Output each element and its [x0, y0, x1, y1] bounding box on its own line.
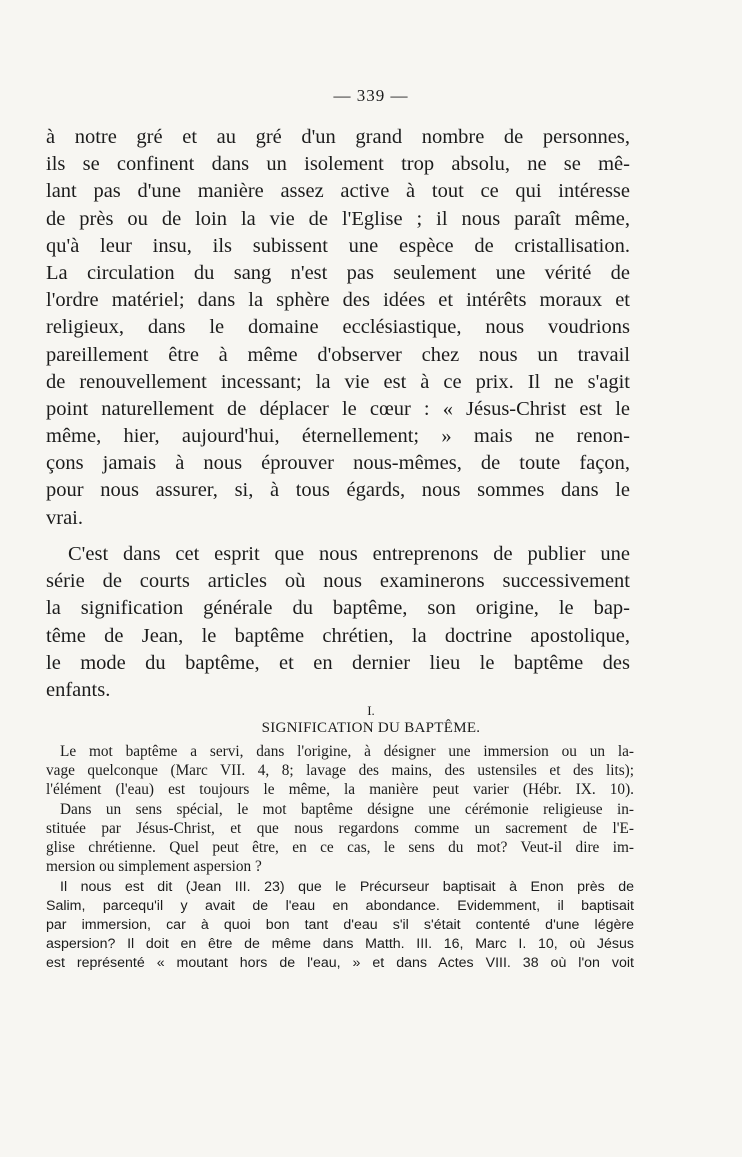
text-line: l'ordre matériel; dans la sphère des idées et intérêts moraux et: [46, 289, 630, 312]
text-line: le mode du baptême, et en dernier lieu le baptême des: [46, 651, 630, 674]
text-line: vage quelconque (Marc VII. 4, 8; lavage des mains, des ustensiles et des lits);: [46, 762, 634, 780]
text-line: est représenté « moutant hors de l'eau, » et dans Actes VIII. 38 où l'on voit: [46, 955, 634, 972]
text-line: C'est dans cet esprit que nous entreprenons de publier une: [68, 543, 630, 565]
text-line: Salim, parcequ'il y avait de l'eau en abondance. Evidemment, il baptisait: [46, 898, 634, 915]
text-line: à notre gré et au gré d'un grand nombre de personnes,: [46, 126, 630, 148]
text-line: Le mot baptême a servi, dans l'origine, à désigner une immersion ou un la-: [60, 743, 634, 760]
text-line: qu'à leur insu, ils subissent une espèce de cristallisation.: [46, 234, 630, 257]
text-line: religieux, dans le domaine ecclésiastique, nous voudrions: [46, 316, 630, 339]
text-line: ils se confinent dans un isolement trop absolu, ne se mê-: [46, 153, 630, 176]
small-paragraph: [46, 742, 634, 799]
text-line: enfants.: [46, 678, 111, 701]
text-line: Dans un sens spécial, le mot baptême désigne une cérémonie religieuse in-: [60, 801, 634, 818]
text-line: l'élément (l'eau) est toujours le même, la manière peut varier (Hébr. IX. 10).: [46, 781, 634, 799]
text-line: glise chrétienne. Quel peut être, en ce cas, le sens du mot? Veut-il dire im-: [46, 839, 634, 857]
small-paragraph: [46, 878, 634, 973]
text-line: pareillement être à même d'observer chez nous un travail: [46, 343, 630, 366]
text-line: série de courts articles où nous examinerons successivement: [46, 570, 630, 593]
text-line: pour nous assurer, si, à tous égards, nous sommes dans le: [46, 479, 630, 502]
text-line: mersion ou simplement aspersion ?: [46, 858, 262, 876]
paragraph-continuation: [46, 124, 630, 532]
page-number: — 339 —: [333, 86, 409, 105]
text-line: point naturellement de déplacer le cœur : « Jésus-Christ est le: [46, 397, 630, 420]
text-line: La circulation du sang n'est pas seulement une vérité de: [46, 261, 630, 284]
text-line: stituée par Jésus-Christ, et que nous regardons comme un sacrement de l'E-: [46, 820, 634, 838]
section-number: I.: [367, 703, 375, 718]
text-line: par immersion, car à quoi bon tant d'eau s'il s'était contenté d'une légère: [46, 917, 634, 934]
section-title: SIGNIFICATION DU BAPTÊME.: [261, 720, 481, 736]
paragraph-intro: [46, 541, 630, 704]
text-line: lant pas d'une manière assez active à tout ce qui intéresse: [46, 180, 630, 203]
text-line: de près ou de loin la vie de l'Eglise ; il nous paraît même,: [46, 207, 630, 230]
text-line: la signification générale du baptême, son origine, le bap-: [46, 597, 630, 620]
text-line: tême de Jean, le baptême chrétien, la doctrine apostolique,: [46, 624, 630, 647]
small-paragraph: [46, 800, 634, 876]
text-line: çons jamais à nous éprouver nous-mêmes, de toute façon,: [46, 452, 630, 475]
text-line: Il nous est dit (Jean III. 23) que le Précurseur baptisait à Enon près de: [60, 879, 634, 895]
text-line: de renouvellement incessant; la vie est à ce prix. Il ne s'agit: [46, 370, 630, 393]
text-line: vrai.: [46, 506, 83, 529]
text-line: aspersion? Il doit en être de même dans Matth. III. 16, Marc I. 10, où Jésus: [46, 936, 634, 953]
text-line: même, hier, aujourd'hui, éternellement; » mais ne renon-: [46, 425, 630, 448]
